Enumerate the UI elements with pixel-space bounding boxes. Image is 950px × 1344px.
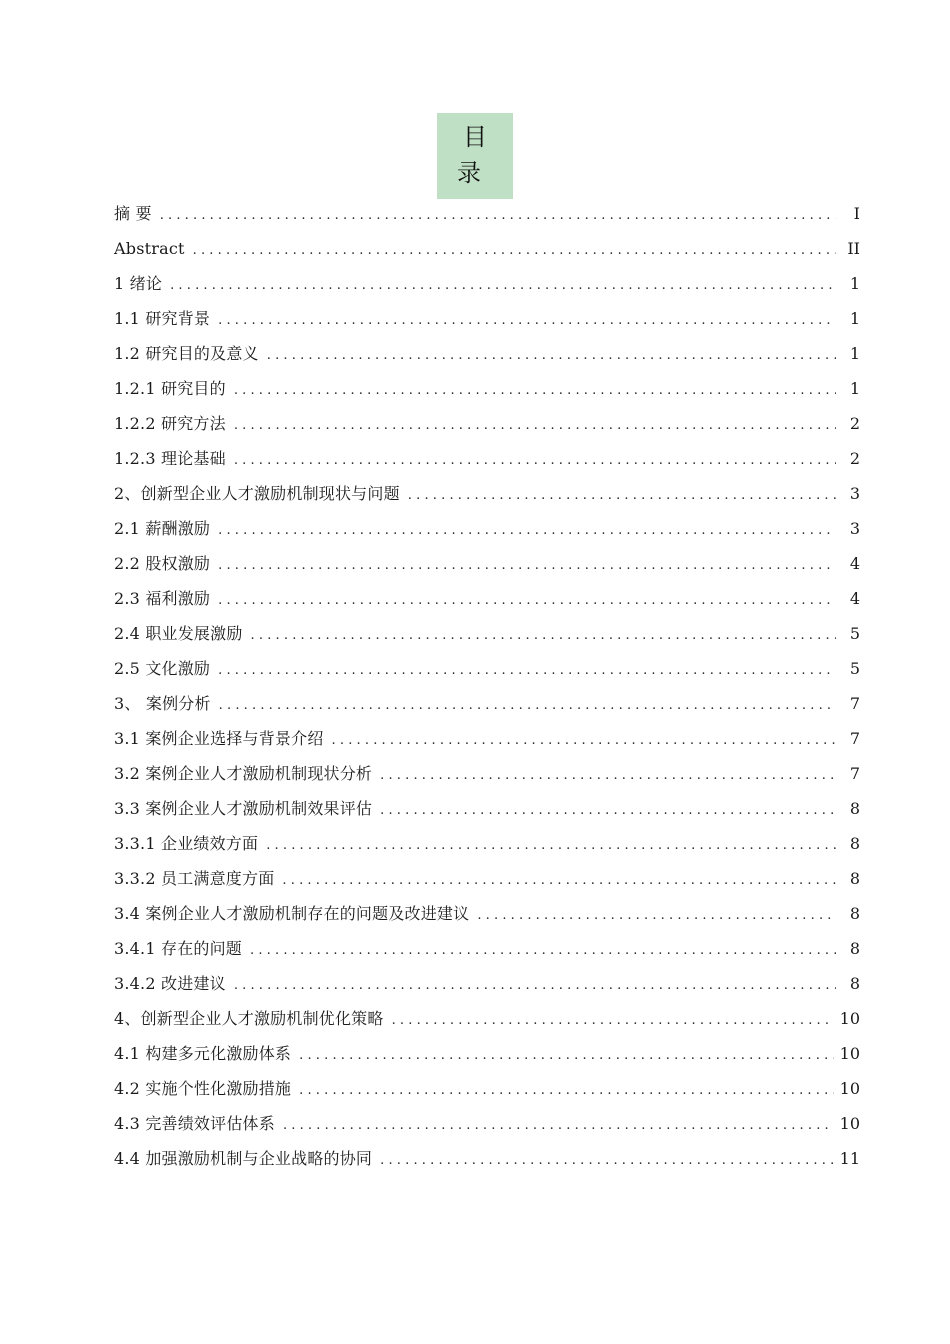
toc-entry[interactable] <box>114 686 860 721</box>
toc-entry-label: 摘 要 <box>114 204 152 223</box>
toc-entry[interactable] <box>114 931 860 966</box>
toc-entry[interactable] <box>114 511 860 546</box>
toc-leader-dots <box>218 513 836 548</box>
toc-entry-label: 4.4 加强激励机制与企业战略的协同 <box>114 1149 373 1168</box>
toc-leader-dots <box>267 338 836 373</box>
toc-entry-page-number: I <box>853 204 860 223</box>
toc-entry[interactable] <box>114 896 860 931</box>
toc-title: 目 录 <box>437 113 513 199</box>
toc-leader-dots <box>408 478 836 513</box>
toc-entry-label: 3.4.2 改进建议 <box>114 974 226 993</box>
toc-leader-dots <box>380 1143 834 1178</box>
toc-entry[interactable] <box>114 1036 860 1071</box>
toc-entry-page-number: 8 <box>849 834 860 853</box>
toc-entry-page-number: 8 <box>849 974 860 993</box>
toc-entry-page-number: 3 <box>849 519 860 538</box>
toc-entry-label: 2.4 职业发展激励 <box>114 624 243 643</box>
toc-leader-dots <box>282 863 836 898</box>
toc-leader-dots <box>218 653 836 688</box>
toc-leader-dots <box>218 303 836 338</box>
toc-entry-page-number: 10 <box>839 1009 860 1028</box>
toc-leader-dots <box>250 933 836 968</box>
toc-entry-page-number: 3 <box>849 484 860 503</box>
toc-entry-page-number: 7 <box>849 764 860 783</box>
toc-leader-dots <box>218 548 836 583</box>
toc-entry[interactable] <box>114 196 860 231</box>
toc-leader-dots <box>219 688 836 723</box>
toc-leader-dots <box>234 968 836 1003</box>
toc-entry-page-number: 2 <box>849 449 860 468</box>
toc-leader-dots <box>380 758 836 793</box>
toc-entry-label: 1.2.3 理论基础 <box>114 449 226 468</box>
toc-entry[interactable] <box>114 1141 860 1176</box>
toc-entry[interactable] <box>114 1106 860 1141</box>
toc-entry-page-number: 8 <box>849 939 860 958</box>
toc-entry[interactable] <box>114 266 860 301</box>
toc-entry[interactable] <box>114 826 860 861</box>
toc-entry-label: 3.4 案例企业人才激励机制存在的问题及改进建议 <box>114 904 470 923</box>
toc-entry-label: Abstract <box>114 239 185 258</box>
toc-leader-dots <box>266 828 836 863</box>
toc-entry-page-number: 5 <box>849 624 860 643</box>
toc-entry-label: 3.3 案例企业人才激励机制效果评估 <box>114 799 373 818</box>
toc-entry-label: 1.2.2 研究方法 <box>114 414 226 433</box>
toc-entry-label: 1 绪论 <box>114 274 163 293</box>
toc-entry-page-number: 8 <box>849 904 860 923</box>
toc-entry-page-number: 10 <box>839 1114 860 1133</box>
toc-entry-page-number: 1 <box>849 274 860 293</box>
toc-entry-page-number: 4 <box>849 589 860 608</box>
toc-entry-label: 1.2.1 研究目的 <box>114 379 226 398</box>
toc-entry-page-number: 8 <box>849 799 860 818</box>
toc-entry-label: 1.2 研究目的及意义 <box>114 344 259 363</box>
toc-entry[interactable] <box>114 336 860 371</box>
toc-entry-page-number: 10 <box>839 1044 860 1063</box>
toc-leader-dots <box>234 443 836 478</box>
table-of-contents <box>114 196 860 1176</box>
toc-leader-dots <box>299 1073 834 1108</box>
toc-entry-label: 3.4.1 存在的问题 <box>114 939 242 958</box>
toc-entry-label: 2.1 薪酬激励 <box>114 519 211 538</box>
toc-entry-page-number: 7 <box>849 694 860 713</box>
toc-entry-label: 3.3.1 企业绩效方面 <box>114 834 259 853</box>
toc-entry[interactable] <box>114 371 860 406</box>
toc-entry-label: 2.5 文化激励 <box>114 659 211 678</box>
toc-entry[interactable] <box>114 441 860 476</box>
toc-entry-label: 3、 案例分析 <box>114 694 211 713</box>
toc-entry[interactable] <box>114 231 860 266</box>
toc-entry[interactable] <box>114 651 860 686</box>
toc-entry-label: 4.2 实施个性化激励措施 <box>114 1079 292 1098</box>
toc-entry-page-number: 11 <box>839 1149 860 1168</box>
toc-entry[interactable] <box>114 546 860 581</box>
toc-entry-label: 4.3 完善绩效评估体系 <box>114 1114 275 1133</box>
toc-entry-page-number: 10 <box>839 1079 860 1098</box>
toc-leader-dots <box>234 408 836 443</box>
toc-leader-dots <box>218 583 836 618</box>
toc-entry-label: 2.2 股权激励 <box>114 554 211 573</box>
title-wrapper <box>0 113 950 199</box>
toc-leader-dots <box>234 373 836 408</box>
toc-leader-dots <box>477 898 836 933</box>
toc-entry[interactable] <box>114 476 860 511</box>
toc-entry[interactable] <box>114 721 860 756</box>
toc-entry[interactable] <box>114 861 860 896</box>
toc-entry-page-number: 8 <box>849 869 860 888</box>
toc-leader-dots <box>170 268 836 303</box>
toc-entry-label: 2、创新型企业人才激励机制现状与问题 <box>114 484 400 503</box>
toc-entry[interactable] <box>114 756 860 791</box>
toc-leader-dots <box>251 618 836 653</box>
toc-entry[interactable] <box>114 301 860 336</box>
toc-entry-label: 3.3.2 员工满意度方面 <box>114 869 275 888</box>
toc-entry-label: 3.2 案例企业人才激励机制现状分析 <box>114 764 373 783</box>
toc-entry-page-number: 1 <box>849 309 860 328</box>
toc-leader-dots <box>283 1108 834 1143</box>
toc-leader-dots <box>380 793 836 828</box>
toc-leader-dots <box>299 1038 834 1073</box>
toc-entry[interactable] <box>114 966 860 1001</box>
toc-entry-label: 4.1 构建多元化激励体系 <box>114 1044 292 1063</box>
toc-entry-label: 3.1 案例企业选择与背景介绍 <box>114 729 324 748</box>
toc-entry-label: 4、创新型企业人才激励机制优化策略 <box>114 1009 384 1028</box>
toc-entry[interactable] <box>114 581 860 616</box>
toc-entry-page-number: 4 <box>849 554 860 573</box>
toc-entry[interactable] <box>114 1001 860 1036</box>
toc-leader-dots <box>193 233 836 268</box>
toc-leader-dots <box>332 723 836 758</box>
toc-entry[interactable] <box>114 791 860 826</box>
toc-entry-page-number: 1 <box>849 344 860 363</box>
toc-leader-dots <box>392 1003 834 1038</box>
toc-entry-page-number: 5 <box>849 659 860 678</box>
toc-entry[interactable] <box>114 616 860 651</box>
toc-entry-page-number: 2 <box>849 414 860 433</box>
toc-leader-dots <box>160 198 836 233</box>
toc-entry-page-number: 7 <box>849 729 860 748</box>
toc-entry-page-number: 1 <box>849 379 860 398</box>
toc-entry[interactable] <box>114 406 860 441</box>
toc-entry-label: 2.3 福利激励 <box>114 589 211 608</box>
toc-entry-label: 1.1 研究背景 <box>114 309 211 328</box>
toc-entry-page-number: II <box>847 239 860 258</box>
toc-entry[interactable] <box>114 1071 860 1106</box>
